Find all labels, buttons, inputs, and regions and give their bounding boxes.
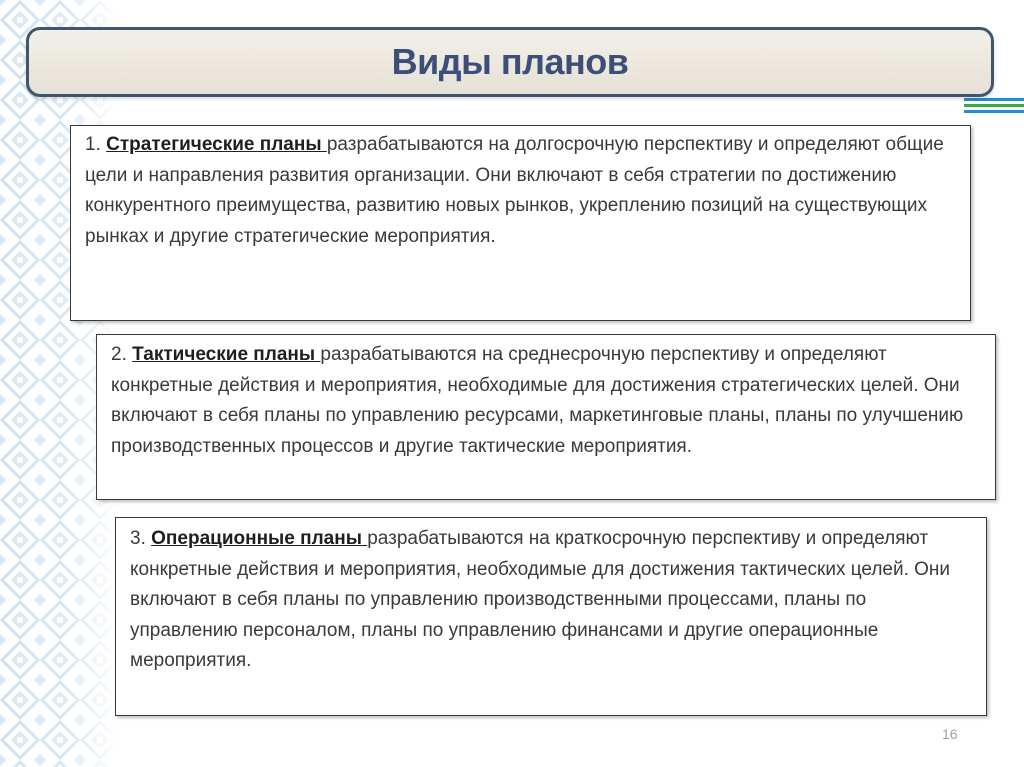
section-term: Тактические планы (132, 344, 321, 365)
page-title: Виды планов (391, 41, 629, 82)
section-strategic-plans (70, 125, 971, 321)
section-number: 1. (85, 134, 101, 155)
section-text: разрабатываются на краткосрочную перспективу и определяют конкретные действия и мероприятия, необходимые для достижения тактических целей. Они включают в себя планы по управлению производственными процессами, планы по управлению персоналом, планы по управлению финансами и другие операционные мероприятия. (130, 528, 951, 671)
section-number: 3. (130, 528, 146, 549)
decorative-stripes (964, 96, 1024, 120)
title-banner (26, 27, 994, 97)
section-tactical-plans (96, 334, 996, 500)
section-operational-plans (115, 517, 987, 716)
section-text: разрабатываются на среднесрочную перспективу и определяют конкретные действия и мероприятия, необходимые для достижения стратегических целей. Они включают в себя планы по управлению ресурсами, маркетинговые планы, планы по улучшению производственных процессов и другие тактические мероприятия. (111, 344, 964, 457)
section-text: разрабатываются на долгосрочную перспективу и определяют общие цели и направления развития организации. Они включают в себя стратегии по достижению конкурентного преимущества, развитию новых рынков, укреплению позиций на существующих рынках и другие стратегические мероприятия. (85, 134, 944, 247)
section-term: Операционные планы (151, 528, 368, 549)
page-number: 16 (942, 726, 958, 742)
section-number: 2. (111, 344, 127, 365)
section-term: Стратегические планы (106, 134, 327, 155)
